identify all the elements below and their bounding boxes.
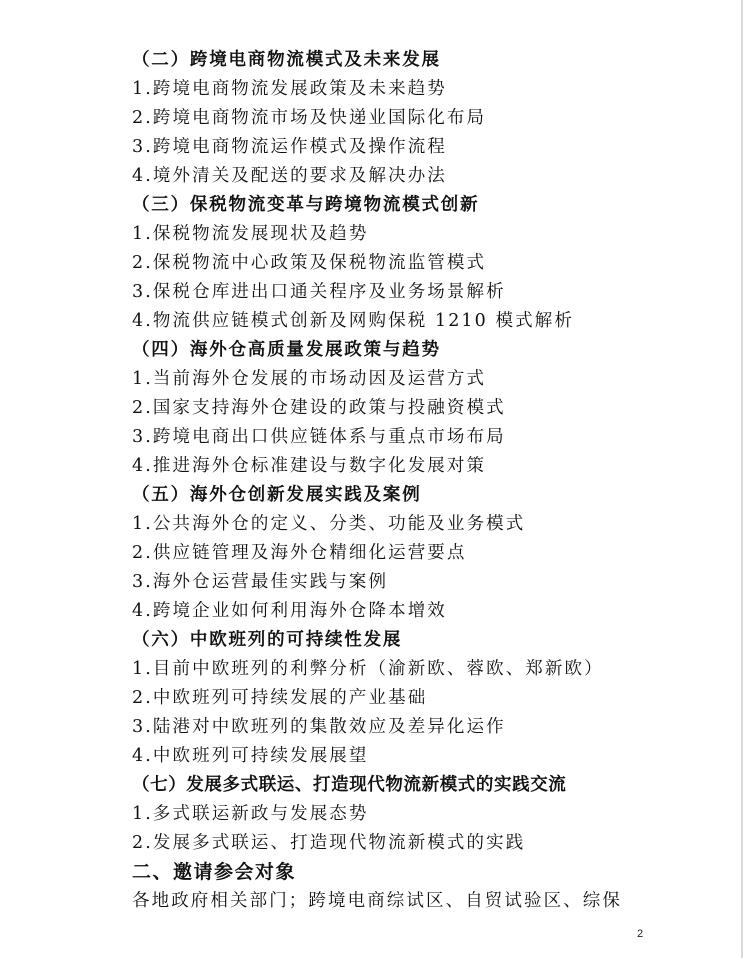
list-item: 1.保税物流发展现状及趋势 [132, 224, 369, 244]
list-item: 3.跨境电商物流运作模式及操作流程 [132, 137, 447, 157]
list-item: 3.跨境电商出口供应链体系与重点市场布局 [132, 427, 506, 447]
list-item: 2.跨境电商物流市场及快递业国际化布局 [132, 108, 487, 128]
list-item: 2.保税物流中心政策及保税物流监管模式 [132, 253, 487, 273]
list-item: 1.目前中欧班列的利弊分析（渝新欧、蓉欧、郑新欧） [132, 659, 604, 679]
list-item: 1.跨境电商物流发展政策及未来趋势 [132, 79, 447, 99]
list-item: 1.公共海外仓的定义、分类、功能及业务模式 [132, 514, 526, 534]
paragraph-text: 各地政府相关部门；跨境电商综试区、自贸试验区、综保 [132, 891, 622, 911]
subheading-6: （六）中欧班列的可持续性发展 [132, 630, 403, 650]
list-item: 2.供应链管理及海外仓精细化运营要点 [132, 543, 467, 563]
list-item: 3.保税仓库进出口通关程序及业务场景解析 [132, 282, 506, 302]
list-item: 2.发展多式联运、打造现代物流新模式的实践 [132, 833, 526, 853]
list-item: 4.物流供应链模式创新及网购保税 1210 模式解析 [132, 311, 574, 331]
subheading-4: （四）海外仓高质量发展政策与趋势 [132, 340, 441, 360]
list-item: 3.陆港对中欧班列的集散效应及差异化运作 [132, 717, 506, 737]
list-item: 3.海外仓运营最佳实践与案例 [132, 572, 389, 592]
document-body [132, 46, 732, 916]
list-item: 4.推进海外仓标准建设与数字化发展对策 [132, 456, 487, 476]
list-item: 1.当前海外仓发展的市场动因及运营方式 [132, 369, 487, 389]
section-heading: 二、邀请参会对象 [132, 861, 297, 883]
list-item: 4.跨境企业如何利用海外仓降本增效 [132, 601, 447, 621]
list-item: 1.多式联运新政与发展态势 [132, 804, 369, 824]
subheading-5: （五）海外仓创新发展实践及案例 [132, 485, 422, 505]
page-number: 2 [637, 928, 644, 940]
list-item: 4.境外清关及配送的要求及解决办法 [132, 166, 447, 186]
subheading-7: （七）发展多式联运、打造现代物流新模式的实践交流 [132, 775, 567, 795]
subheading-3: （三）保税物流变革与跨境物流模式创新 [132, 195, 480, 215]
list-item: 4.中欧班列可持续发展展望 [132, 746, 369, 766]
list-item: 2.国家支持海外仓建设的政策与投融资模式 [132, 398, 506, 418]
subheading-2: （二）跨境电商物流模式及未来发展 [132, 50, 441, 70]
list-item: 2.中欧班列可持续发展的产业基础 [132, 688, 428, 708]
